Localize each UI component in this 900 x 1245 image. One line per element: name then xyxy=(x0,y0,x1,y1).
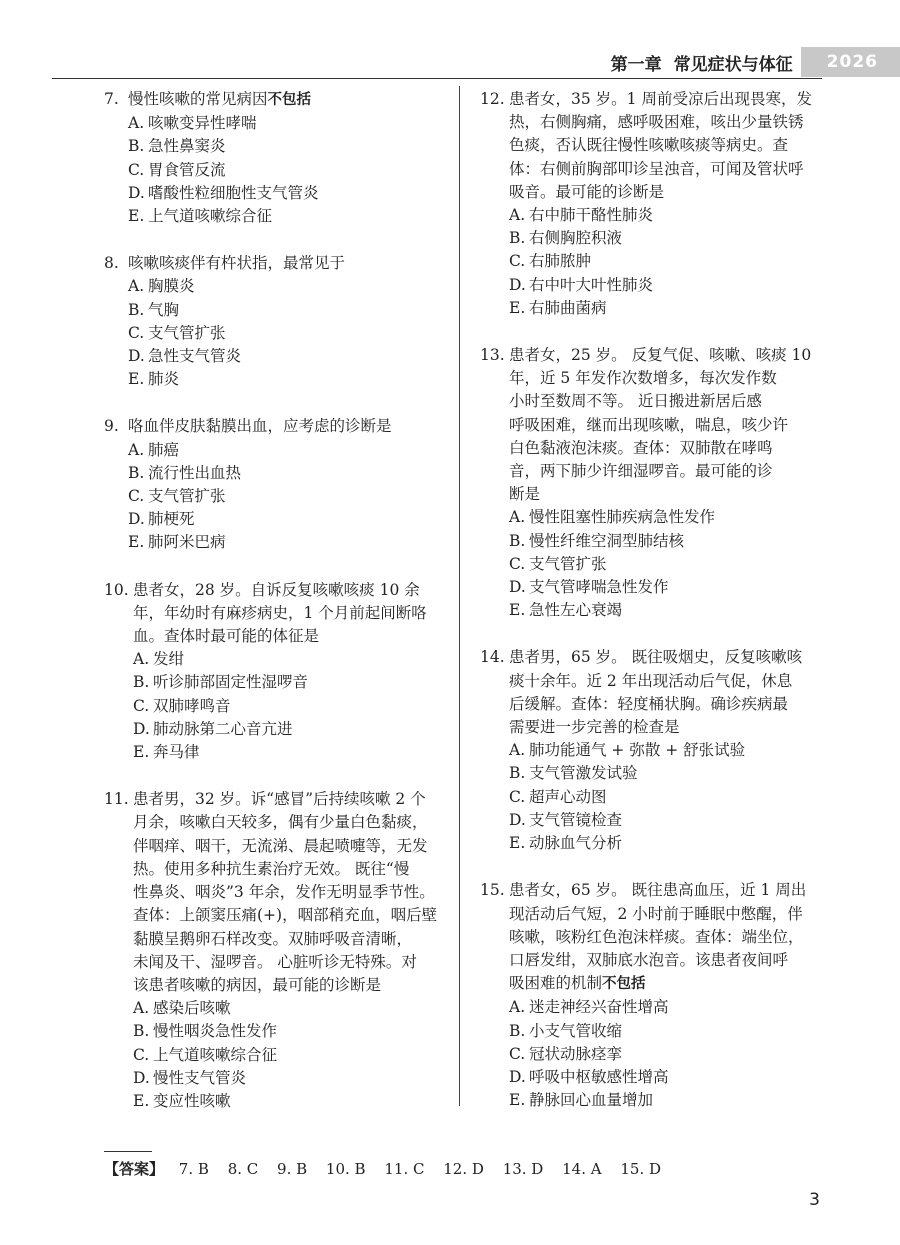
question-number: 9. xyxy=(104,417,119,436)
option-letter: C. xyxy=(133,696,150,715)
option-text: 慢性纤维空洞型肺结核 xyxy=(529,531,685,550)
option xyxy=(509,250,820,273)
option-text: 超声心动图 xyxy=(529,787,607,806)
question-stem xyxy=(480,88,820,204)
option-text: 支气管镜检查 xyxy=(529,810,623,829)
option xyxy=(128,368,444,391)
stem-line: 伴咽痒、咽干，无流涕、晨起喷嚏等，无发 xyxy=(133,836,428,855)
option-text: 嗜酸性粒细胞性支气管炎 xyxy=(148,183,319,202)
option-letter: E. xyxy=(509,834,526,853)
option-letter: A. xyxy=(509,741,526,760)
stem-line: 患者男，32 岁。诉“感冒”后持续咳嗽 2 个 xyxy=(133,790,426,809)
option-letter: B. xyxy=(128,137,145,156)
stem-line: 现活动后气短，2 小时前于睡眠中憋醒，伴 xyxy=(509,904,803,923)
option-text: 右肺曲菌病 xyxy=(529,298,607,317)
footer-rule xyxy=(104,1151,152,1152)
stem-line: 年，年幼时有麻疹病史，1 个月前起间断咯 xyxy=(133,603,427,622)
option-letter: C. xyxy=(128,487,145,506)
stem-line: 未闻及干、湿啰音。 心脏听诊无特殊。对 xyxy=(133,952,417,971)
question-stem xyxy=(104,88,444,112)
option-letter: E. xyxy=(509,601,526,620)
option-letter: C. xyxy=(133,1045,150,1064)
option-text: 右侧胸腔积液 xyxy=(529,229,623,248)
option-letter: E. xyxy=(509,1091,526,1110)
option xyxy=(509,553,820,576)
question-number: 13. xyxy=(480,346,505,365)
option xyxy=(509,599,820,622)
option xyxy=(133,997,444,1020)
option-text: 支气管扩张 xyxy=(148,487,226,506)
page-header xyxy=(611,46,900,78)
option-text: 右中叶大叶性肺炎 xyxy=(529,275,654,294)
question-8 xyxy=(104,252,444,391)
option xyxy=(509,204,820,227)
option xyxy=(509,1043,820,1066)
option-text: 急性鼻窦炎 xyxy=(148,137,226,156)
option xyxy=(128,345,444,368)
option xyxy=(133,718,444,741)
option-text: 支气管扩张 xyxy=(148,323,226,342)
options xyxy=(480,996,820,1112)
option-text: 听诊肺部固定性湿啰音 xyxy=(153,673,309,692)
question-15 xyxy=(480,879,820,1112)
option-text: 胃食管反流 xyxy=(148,160,226,179)
answer-item: 10. B xyxy=(325,1160,366,1178)
spacer xyxy=(104,391,444,415)
stem-line: 该患者咳嗽的病因，最可能的诊断是 xyxy=(133,975,382,994)
option-letter: A. xyxy=(509,998,526,1017)
answer-item: 11. C xyxy=(384,1160,425,1178)
option-text: 上气道咳嗽综合征 xyxy=(153,1045,278,1064)
option xyxy=(128,531,444,554)
option-text: 慢性咽炎急性发作 xyxy=(153,1022,278,1041)
option-letter: A. xyxy=(509,508,526,527)
option-text: 迷走神经兴奋性增高 xyxy=(529,998,669,1017)
spacer xyxy=(480,320,820,344)
stem-line: 血。查体时最可能的体征是 xyxy=(133,627,320,646)
stem-line: 需要进一步完善的检查是 xyxy=(509,718,680,737)
option-text: 气胸 xyxy=(148,300,180,319)
column-divider xyxy=(459,86,460,1106)
option-text: 小支气管收缩 xyxy=(529,1021,623,1040)
option-letter: D. xyxy=(128,510,145,529)
option-letter: B. xyxy=(128,463,145,482)
options xyxy=(104,112,444,228)
option-text: 肺梗死 xyxy=(148,510,195,529)
stem-line: 热，右侧胸痛，感呼吸困难，咳出少量铁锈 xyxy=(509,113,804,132)
answer-item: 7. B xyxy=(178,1160,209,1178)
answer-item: 12. D xyxy=(443,1160,484,1178)
stem-line: 患者女，28 岁。自诉反复咳嗽咳痰 10 余 xyxy=(133,580,420,599)
option-text: 冠状动脉痉挛 xyxy=(529,1044,623,1063)
stem-line: 音，两下肺少许细湿啰音。最可能的诊 xyxy=(509,462,773,481)
question-number: 11. xyxy=(104,790,129,809)
option xyxy=(128,205,444,228)
option xyxy=(509,506,820,529)
stem-line: 月余，咳嗽白天较多，偶有少量白色黏痰， xyxy=(133,813,428,832)
stem-text: 慢性咳嗽的常见病因 xyxy=(128,90,268,108)
option xyxy=(509,1089,820,1112)
option-text: 呼吸中枢敏感性增高 xyxy=(529,1067,669,1086)
option-letter: E. xyxy=(128,370,145,389)
option-letter: C. xyxy=(128,323,145,342)
question-number: 10. xyxy=(104,580,129,599)
stem-line: 性鼻炎、咽炎”3 年余，发作无明显季节性。 xyxy=(133,883,435,902)
right-column xyxy=(480,88,820,1112)
option-text: 支气管激发试验 xyxy=(529,764,638,783)
answer-item: 8. C xyxy=(227,1160,259,1178)
stem-text: 咯血伴皮肤黏膜出血，应考虑的诊断是 xyxy=(128,417,392,436)
options xyxy=(480,739,820,855)
question-11 xyxy=(104,788,444,1113)
spacer xyxy=(104,555,444,579)
option xyxy=(128,112,444,135)
option-letter: C. xyxy=(128,160,145,179)
option-letter: A. xyxy=(128,277,145,296)
answer-item: 9. B xyxy=(277,1160,308,1178)
options xyxy=(104,997,444,1113)
option-text: 右肺脓肿 xyxy=(529,252,592,271)
option xyxy=(509,297,820,320)
option-text: 慢性支气管炎 xyxy=(153,1068,247,1087)
answer-item: 15. D xyxy=(620,1160,662,1178)
question-12 xyxy=(480,88,820,320)
spacer xyxy=(104,764,444,788)
question-13 xyxy=(480,344,820,622)
left-column xyxy=(104,88,444,1113)
stem-emphasis: 不包括 xyxy=(602,976,646,993)
option-letter: D. xyxy=(133,719,150,738)
option-letter: D. xyxy=(509,810,526,829)
option xyxy=(509,530,820,553)
question-stem xyxy=(480,879,820,996)
stem-line: 吸音。最可能的诊断是 xyxy=(509,182,665,201)
option-letter: A. xyxy=(133,999,150,1018)
option xyxy=(133,1044,444,1067)
stem-line: 查体：上颌窦压痛(+)，咽部稍充血，咽后壁 xyxy=(133,906,438,925)
stem-line: 咳嗽，咳粉红色泡沫样痰。查体：端坐位， xyxy=(509,927,804,946)
option-letter: B. xyxy=(509,229,526,248)
question-stem xyxy=(480,646,820,739)
question-stem xyxy=(480,344,820,506)
option-text: 上气道咳嗽综合征 xyxy=(148,207,273,226)
option xyxy=(128,439,444,462)
option-text: 静脉回心血量增加 xyxy=(529,1091,654,1110)
option-letter: B. xyxy=(509,764,526,783)
option xyxy=(133,1020,444,1043)
question-number: 14. xyxy=(480,648,505,667)
spacer xyxy=(480,622,820,646)
answer-key-label: 【答案】 xyxy=(104,1160,165,1178)
stem-text: 吸困难的机制 xyxy=(509,974,603,993)
option-letter: D. xyxy=(509,578,526,597)
question-10 xyxy=(104,579,444,765)
option-text: 肺炎 xyxy=(148,370,180,389)
answer-key xyxy=(104,1158,675,1179)
option-letter: B. xyxy=(128,300,145,319)
option-letter: B. xyxy=(133,673,150,692)
option xyxy=(509,739,820,762)
option-text: 支气管扩张 xyxy=(529,554,607,573)
option-text: 肺阿米巴病 xyxy=(148,533,226,552)
stem-line: 患者女，35 岁。1 周前受凉后出现畏寒，发 xyxy=(509,90,812,108)
option xyxy=(509,227,820,250)
option-letter: E. xyxy=(128,533,145,552)
option-letter: B. xyxy=(509,531,526,550)
option-text: 肺癌 xyxy=(148,440,180,459)
option xyxy=(509,996,820,1019)
page-number: 3 xyxy=(809,1190,820,1210)
option-letter: A. xyxy=(509,206,526,225)
chapter-heading xyxy=(611,50,793,75)
option-text: 感染后咳嗽 xyxy=(153,999,231,1018)
option xyxy=(128,182,444,205)
option-text: 急性左心衰竭 xyxy=(529,601,623,620)
option-letter: C. xyxy=(509,1044,526,1063)
stem-line: 年，近 5 年发作次数增多，每次发作数 xyxy=(509,369,777,388)
question-stem xyxy=(104,579,444,649)
stem-line: 黏膜呈鹅卵石样改变。双肺呼吸音清晰， xyxy=(133,929,413,948)
option-text: 流行性出血热 xyxy=(148,463,242,482)
option-letter: D. xyxy=(509,1067,526,1086)
stem-line: 后缓解。查体：轻度桶状胸。确诊疾病最 xyxy=(509,694,789,713)
option-letter: D. xyxy=(509,275,526,294)
option-letter: D. xyxy=(133,1068,150,1087)
option xyxy=(509,274,820,297)
option-letter: A. xyxy=(133,650,150,669)
answer-item: 14. A xyxy=(562,1160,602,1178)
option-letter: A. xyxy=(128,114,145,133)
option-letter: D. xyxy=(128,347,145,366)
option-letter: E. xyxy=(133,1091,150,1110)
stem-text: 咳嗽咳痰伴有杵状指，最常见于 xyxy=(128,254,346,273)
stem-line: 热。使用多种抗生素治疗无效。 既往“慢 xyxy=(133,859,410,878)
spacer xyxy=(480,855,820,879)
option xyxy=(509,762,820,785)
question-number: 12. xyxy=(480,90,505,108)
option xyxy=(133,695,444,718)
option-letter: D. xyxy=(128,183,145,202)
option xyxy=(128,508,444,531)
answer-item: 13. D xyxy=(502,1160,544,1178)
option xyxy=(509,832,820,855)
stem-line: 痰十余年。近 2 年出现活动后气促，休息 xyxy=(509,671,793,690)
option-text: 慢性阻塞性肺疾病急性发作 xyxy=(529,508,716,527)
option-letter: E. xyxy=(128,207,145,226)
option xyxy=(509,1020,820,1043)
stem-line: 患者男，65 岁。 既往吸烟史，反复咳嗽咳 xyxy=(509,648,803,667)
option xyxy=(128,159,444,182)
chapter-title: 常见症状与体征 xyxy=(673,54,793,75)
stem-line: 患者女，25 岁。 反复气促、咳嗽、咳痰 10 xyxy=(509,346,812,365)
option-letter: A. xyxy=(128,440,145,459)
question-7 xyxy=(104,88,444,228)
question-9 xyxy=(104,415,444,554)
stem-line: 白色黏液泡沫痰。查体：双肺散在哮鸣 xyxy=(509,438,773,457)
stem-line: 色痰，否认既往慢性咳嗽咳痰等病史。查 xyxy=(509,136,789,155)
option-letter: E. xyxy=(509,298,526,317)
option-text: 肺功能通气 + 弥散 + 舒张试验 xyxy=(529,741,746,760)
stem-line: 断是 xyxy=(509,485,541,504)
option-text: 变应性咳嗽 xyxy=(153,1091,231,1110)
chapter-label: 第一章 xyxy=(610,54,662,75)
option xyxy=(128,275,444,298)
option-text: 双肺哮鸣音 xyxy=(153,696,231,715)
option xyxy=(128,135,444,158)
option-letter: B. xyxy=(509,1021,526,1040)
question-stem xyxy=(104,415,444,438)
option xyxy=(133,741,444,764)
option-text: 胸膜炎 xyxy=(148,277,195,296)
option-text: 动脉血气分析 xyxy=(529,834,623,853)
option-text: 急性支气管炎 xyxy=(148,347,242,366)
stem-line: 患者女，65 岁。 既往患高血压，近 1 周出 xyxy=(509,881,807,900)
stem-line: 小时至数周不等。 近日搬进新居后感 xyxy=(509,392,762,411)
option-text: 支气管哮喘急性发作 xyxy=(529,578,669,597)
option xyxy=(128,299,444,322)
question-number: 7. xyxy=(104,90,119,108)
option-text: 发绀 xyxy=(153,650,185,669)
header-rule xyxy=(52,78,822,79)
stem-line: 口唇发绀，双肺底水泡音。该患者夜间呼 xyxy=(509,950,789,969)
options xyxy=(480,204,820,320)
option-text: 右中肺干酪性肺炎 xyxy=(529,206,654,225)
question-number: 8. xyxy=(104,254,119,273)
question-stem xyxy=(104,252,444,275)
stem-line: 体：右侧前胸部叩诊呈浊音，可闻及管状呼 xyxy=(509,159,804,178)
option-text: 肺动脉第二心音亢进 xyxy=(153,719,293,738)
option xyxy=(133,671,444,694)
option-letter: C. xyxy=(509,252,526,271)
option xyxy=(133,1067,444,1090)
option xyxy=(509,576,820,599)
option xyxy=(509,1066,820,1089)
options xyxy=(480,506,820,622)
stem-line: 呼吸困难，继而出现咳嗽，喘息，咳少许 xyxy=(509,415,789,434)
options xyxy=(104,648,444,764)
question-number: 15. xyxy=(480,881,505,900)
option-text: 奔马律 xyxy=(153,743,200,762)
option xyxy=(133,648,444,671)
option-letter: B. xyxy=(133,1022,150,1041)
year-badge: 2026 xyxy=(801,47,900,77)
option xyxy=(133,1090,444,1113)
option xyxy=(128,485,444,508)
option xyxy=(509,809,820,832)
option-letter: C. xyxy=(509,554,526,573)
option xyxy=(128,322,444,345)
option xyxy=(128,462,444,485)
option-letter: E. xyxy=(133,743,150,762)
question-14 xyxy=(480,646,820,855)
option xyxy=(509,786,820,809)
option-text: 咳嗽变异性哮喘 xyxy=(148,114,257,133)
spacer xyxy=(104,228,444,252)
options xyxy=(104,439,444,555)
options xyxy=(104,275,444,391)
option-letter: C. xyxy=(509,787,526,806)
stem-line xyxy=(509,972,820,996)
stem-emphasis: 不包括 xyxy=(267,92,312,108)
question-stem xyxy=(104,788,444,997)
